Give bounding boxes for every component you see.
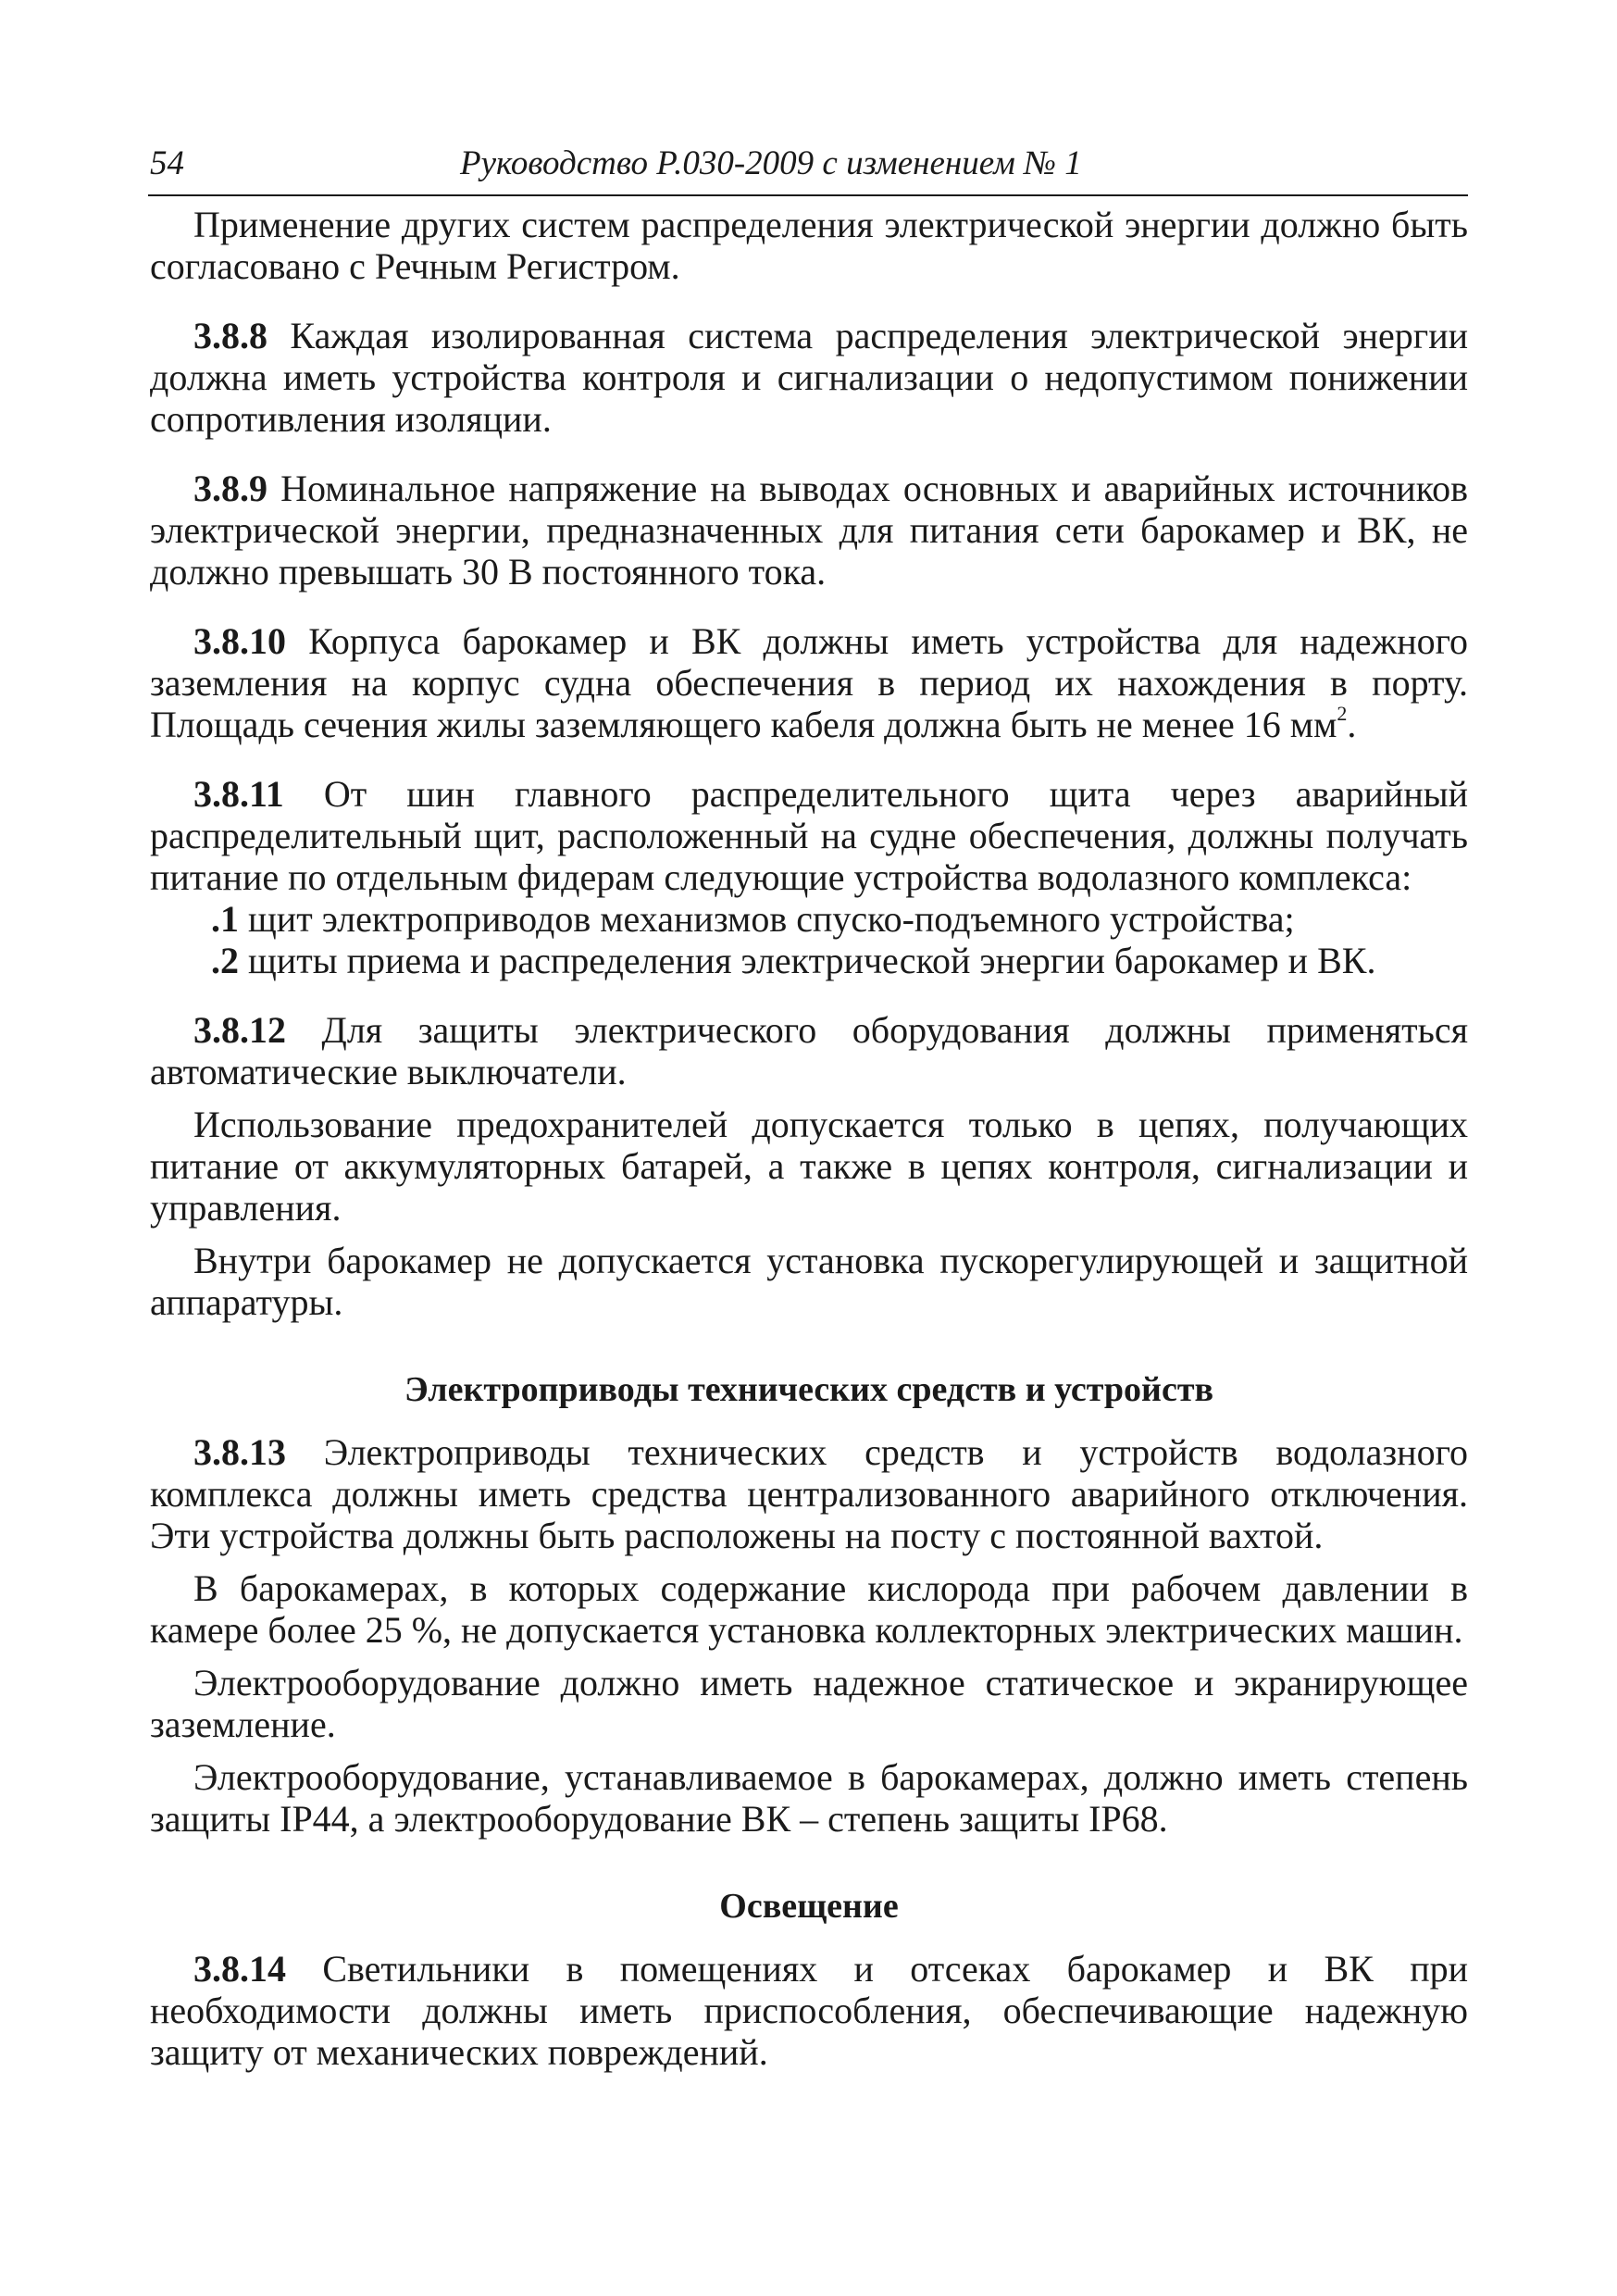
paragraph-3-8-14 xyxy=(150,1948,1468,2073)
paragraph-protection-degree: Электрооборудование, устанавливаемое в барокамерах, должно иметь степень защиты IP44, а электрооборудование ВК – степень защиты IP68. xyxy=(150,1756,1468,1840)
clause-text: От шин главного распределительного щита через аварийный распределительный щит, расположенный на судне обеспечения, должны получать питание по отдельным фидерам следующие устройства водолазного комплекса: xyxy=(150,773,1469,898)
document-body xyxy=(150,204,1468,2073)
list-item-2 xyxy=(150,940,1468,981)
list-item-1 xyxy=(150,898,1468,940)
clause-number: 3.8.10 xyxy=(193,620,286,662)
paragraph-switchgear: Внутри барокамер не допускается установка пускорегулирующей и защитной аппаратуры. xyxy=(150,1240,1468,1323)
header-rule xyxy=(148,194,1468,196)
paragraph-3-8-9 xyxy=(150,468,1468,593)
paragraph-oxygen: В барокамерах, в которых содержание кислорода при рабочем давлении в камере более 25 %, не допускается установка коллекторных электрических машин. xyxy=(150,1567,1468,1651)
list-item-text: щиты приема и распределения электрической энергии барокамер и ВК. xyxy=(248,940,1376,981)
list-item-number: .2 xyxy=(211,940,239,981)
paragraph-3-8-11 xyxy=(150,773,1468,898)
clause-text: Для защиты электрического оборудования должны применяться автоматические выключатели. xyxy=(150,1009,1469,1092)
paragraph-3-8-10 xyxy=(150,620,1468,745)
paragraph-grounding: Электрооборудование должно иметь надежное статическое и экранирующее заземление. xyxy=(150,1662,1468,1745)
clause-number: 3.8.12 xyxy=(193,1009,286,1051)
paragraph-fuses: Использование предохранителей допускается только в цепях, получающих питание от аккумуляторных батарей, а также в цепях контроля, сигнализации и управления. xyxy=(150,1104,1468,1229)
page-number: 54 xyxy=(150,144,184,182)
clause-number: 3.8.14 xyxy=(193,1948,286,1990)
clause-number: 3.8.9 xyxy=(193,468,267,509)
list-item-text: щит электроприводов механизмов спуско-подъемного устройства; xyxy=(248,898,1295,940)
clause-text: Номинальное напряжение на выводах основных и аварийных источников электрической энергии, предназначенных для питания сети барокамер и ВК, не должно превышать 30 В постоянного тока. xyxy=(150,468,1468,593)
clause-text-end: . xyxy=(1347,704,1357,745)
paragraph-3-8-12 xyxy=(150,1009,1468,1092)
list-item-number: .1 xyxy=(211,898,239,940)
clause-text: Электроприводы технических средств и устройств водолазного комплекса должны иметь средства централизованного аварийного отключения. Эти устройства должны быть расположены на посту с постоянной вахтой. xyxy=(150,1431,1468,1556)
superscript: 2 xyxy=(1337,702,1348,725)
clause-number: 3.8.11 xyxy=(193,773,284,815)
running-title: Руководство Р.030-2009 с изменением № 1 xyxy=(460,144,1082,182)
paragraph-3-8-13 xyxy=(150,1431,1468,1556)
clause-number: 3.8.8 xyxy=(193,315,267,356)
clause-number: 3.8.13 xyxy=(193,1431,286,1473)
clause-text: Корпуса барокамер и ВК должны иметь устройства для надежного заземления на корпус судна обеспечения в период их нахождения в порту. Площадь сечения жилы заземляющего кабеля должна быть не менее 16 мм xyxy=(150,620,1469,745)
paragraph-3-8-8 xyxy=(150,315,1468,440)
clause-text: Светильники в помещениях и отсеках барокамер и ВК при необходимости должны иметь приспособления, обеспечивающие надежную защиту от механических повреждений. xyxy=(150,1948,1469,2073)
section-heading-drives: Электроприводы технических средств и устройств xyxy=(404,1370,1214,1409)
clause-text: Каждая изолированная система распределения электрической энергии должна иметь устройства контроля и сигнализации о недопустимом понижении сопротивления изоляции. xyxy=(150,315,1468,440)
section-heading-lighting: Освещение xyxy=(719,1887,899,1926)
paragraph-intro: Применение других систем распределения электрической энергии должно быть согласовано с Речным Регистром. xyxy=(150,204,1468,287)
